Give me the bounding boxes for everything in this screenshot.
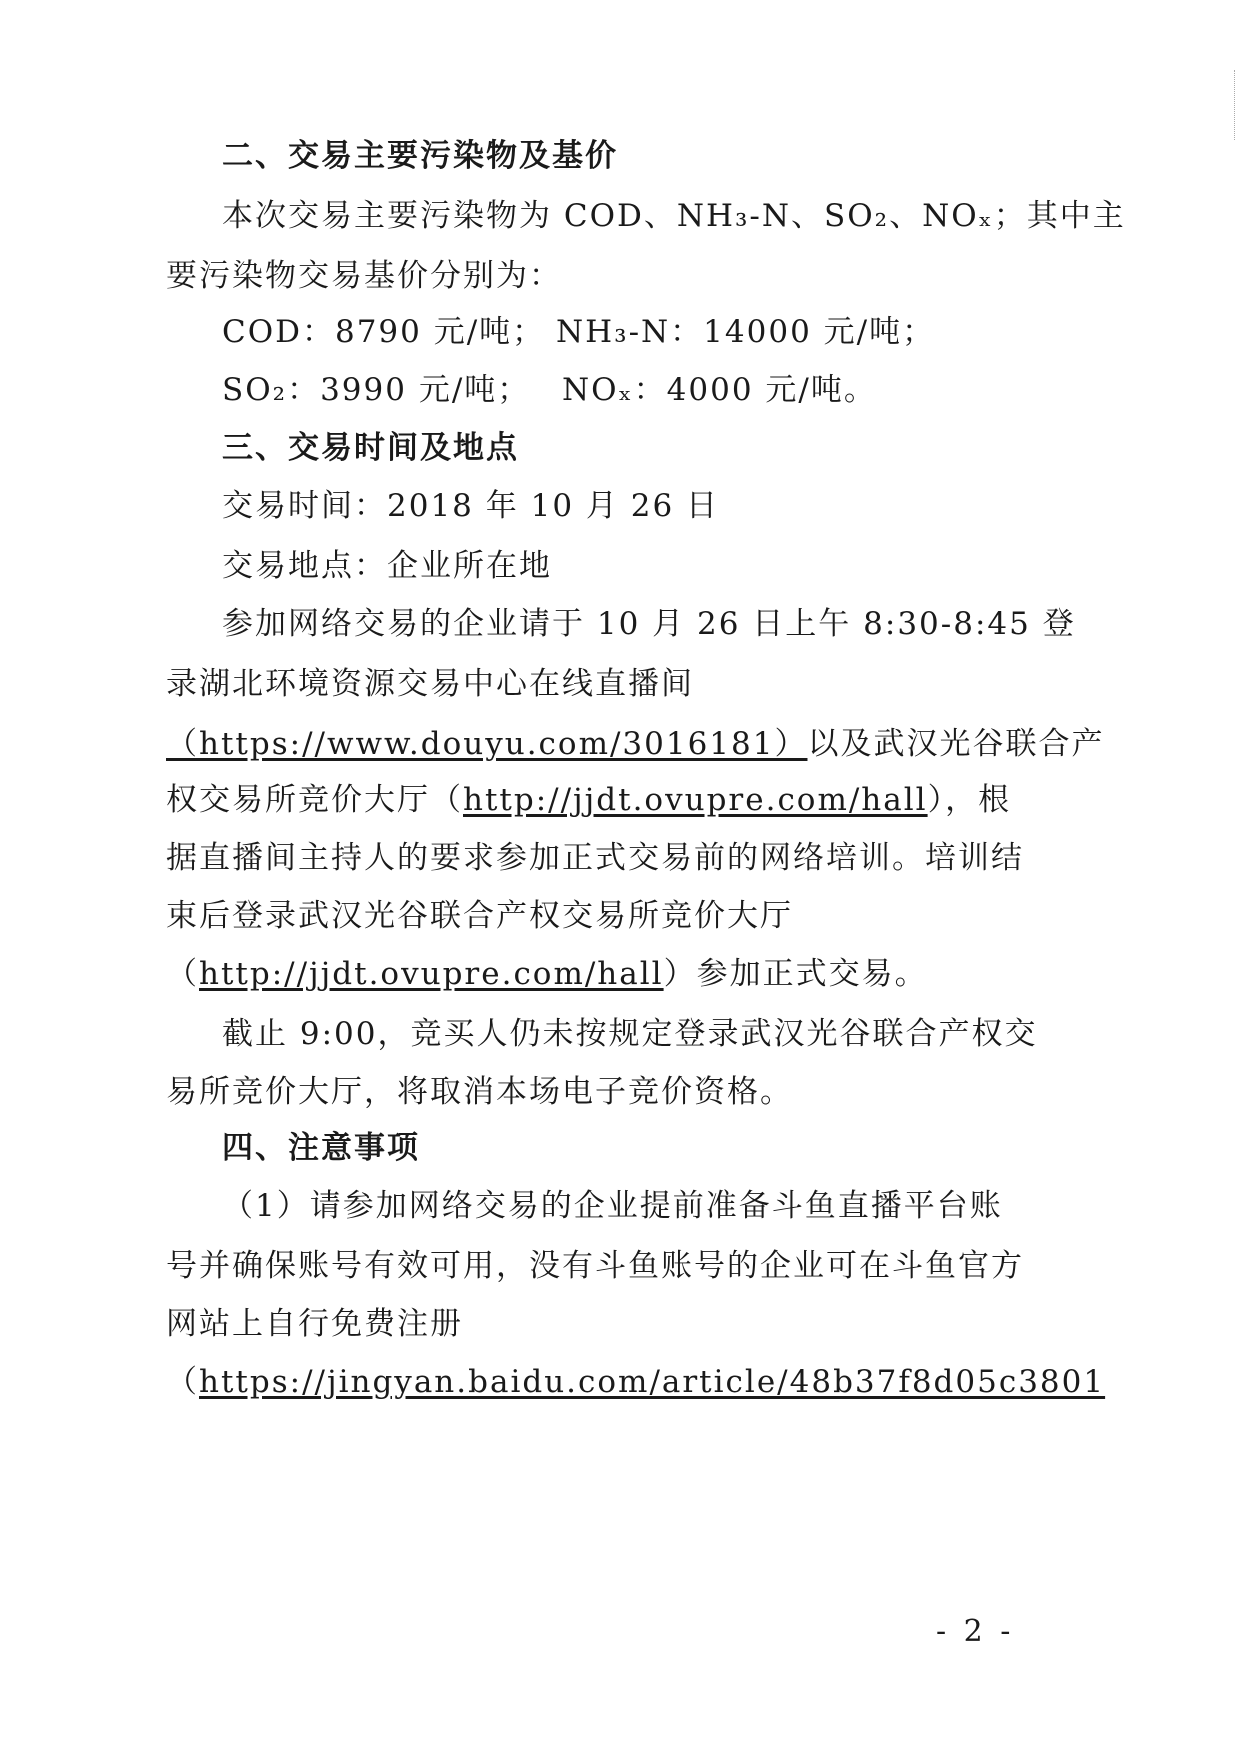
online-trade-para-line4-post: ），根 [927,782,1012,818]
deadline-para-line1: 截止 9:00，竞买人仍未按规定登录武汉光谷联合产权交 [222,1016,1038,1052]
note1-line2: 号并确保账号有效可用，没有斗鱼账号的企业可在斗鱼官方 [166,1248,1024,1284]
online-trade-para-line2: 录湖北环境资源交易中心在线直播间 [166,666,694,702]
pollutants-intro-line1: 本次交易主要污染物为 COD、NH₃-N、SO₂、NOₓ；其中主 [222,198,1126,234]
note1-line4-pre: （ [166,1364,199,1400]
pollutants-intro-line2: 要污染物交易基价分别为： [166,258,562,294]
note1-line1: （1）请参加网络交易的企业提前准备斗鱼直播平台账 [222,1188,1003,1224]
online-trade-para-line7-post: ）参加正式交易。 [663,956,928,992]
scan-edge-marks [1228,70,1235,140]
price-so2: SO₂：3990 元/吨； [222,372,531,408]
note1-line4 [166,1362,1105,1402]
online-trade-para-line4 [166,780,1011,820]
online-trade-para-line6: 束后登录武汉光谷联合产权交易所竞价大厅 [166,898,793,934]
online-trade-para-line5: 据直播间主持人的要求参加正式交易前的网络培训。培训结 [166,840,1024,876]
price-nh3n: NH₃-N：14000 元/吨； [556,314,936,350]
trade-place: 交易地点：企业所在地 [222,548,552,584]
price-cod: COD：8790 元/吨； [222,314,546,350]
page-number: - 2 - [936,1614,1015,1649]
online-trade-para-line3-rest: 以及武汉光谷联合产 [807,726,1105,762]
deadline-para-line2: 易所竞价大厅，将取消本场电子竞价资格。 [166,1074,793,1110]
online-trade-para-line3 [166,724,1104,764]
hall-link-1[interactable]: http://jjdt.ovupre.com/hall [463,782,928,818]
online-trade-para-line7 [166,954,928,994]
price-nox: NOₓ：4000 元/吨。 [562,372,877,408]
online-trade-para-line1: 参加网络交易的企业请于 10 月 26 日上午 8:30-8:45 登 [222,606,1076,642]
section-heading-notes: 四、注意事项 [222,1130,420,1166]
douyu-link[interactable]: （https://www.douyu.com/3016181） [166,726,808,762]
baidu-link[interactable]: https://jingyan.baidu.com/article/48b37f8d05c3801 [199,1364,1106,1400]
online-trade-para-line7-pre: （ [166,956,199,992]
section-heading-pollutants: 二、交易主要污染物及基价 [222,138,618,174]
online-trade-para-line4-pre: 权交易所竞价大厅（ [166,782,463,818]
section-heading-time-place: 三、交易时间及地点 [222,430,519,466]
hall-link-2[interactable]: http://jjdt.ovupre.com/hall [199,956,664,992]
trade-time: 交易时间：2018 年 10 月 26 日 [222,488,720,524]
note1-line3: 网站上自行免费注册 [166,1306,463,1342]
